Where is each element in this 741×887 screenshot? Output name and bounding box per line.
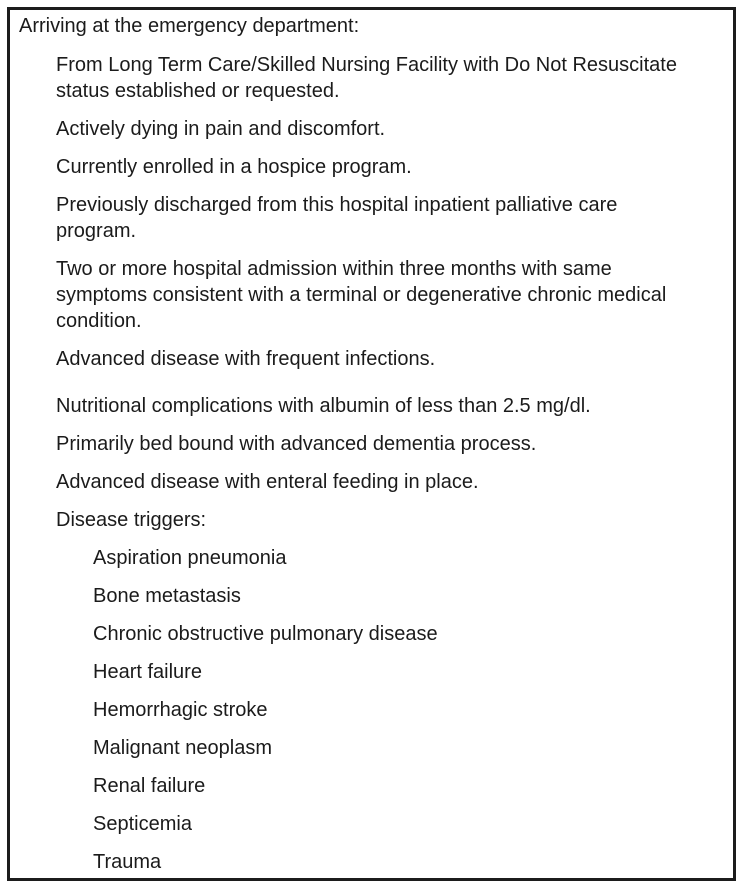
trigger-item: Aspiration pneumonia — [93, 547, 287, 569]
trigger-item: Trauma — [93, 851, 162, 873]
criteria-box — [7, 7, 736, 881]
criterion-item: Previously discharged from this hospital inpatient palliative care program. — [56, 194, 618, 242]
criterion-item: Currently enrolled in a hospice program. — [56, 156, 412, 178]
trigger-item: Malignant neoplasm — [93, 737, 272, 759]
criterion-item: Advanced disease with frequent infections. — [56, 348, 436, 370]
criterion-item: Nutritional complications with albumin of less than 2.5 mg/dl. — [56, 395, 591, 417]
trigger-item: Septicemia — [93, 813, 192, 835]
criterion-item: From Long Term Care/Skilled Nursing Facility with Do Not Resuscitate status established or requested. — [56, 54, 677, 102]
criterion-item: Primarily bed bound with advanced dementia process. — [56, 433, 537, 455]
criterion-item: Advanced disease with enteral feeding in place. — [56, 471, 479, 493]
disease-triggers-label: Disease triggers: — [56, 509, 207, 531]
trigger-item: Chronic obstructive pulmonary disease — [93, 623, 438, 645]
trigger-item: Heart failure — [93, 661, 202, 683]
criterion-item: Two or more hospital admission within three months with same symptoms consistent with a terminal or degenerative chronic medical condition. — [56, 258, 667, 332]
trigger-item: Hemorrhagic stroke — [93, 699, 268, 721]
criteria-list — [56, 52, 696, 887]
criteria-content — [10, 10, 733, 878]
disease-triggers-list — [93, 545, 696, 875]
criterion-item: Actively dying in pain and discomfort. — [56, 118, 386, 140]
trigger-item: Bone metastasis — [93, 585, 241, 607]
disease-triggers-group — [56, 507, 696, 875]
trigger-item: Renal failure — [93, 775, 206, 797]
section-heading: Arriving at the emergency department: — [19, 15, 360, 37]
